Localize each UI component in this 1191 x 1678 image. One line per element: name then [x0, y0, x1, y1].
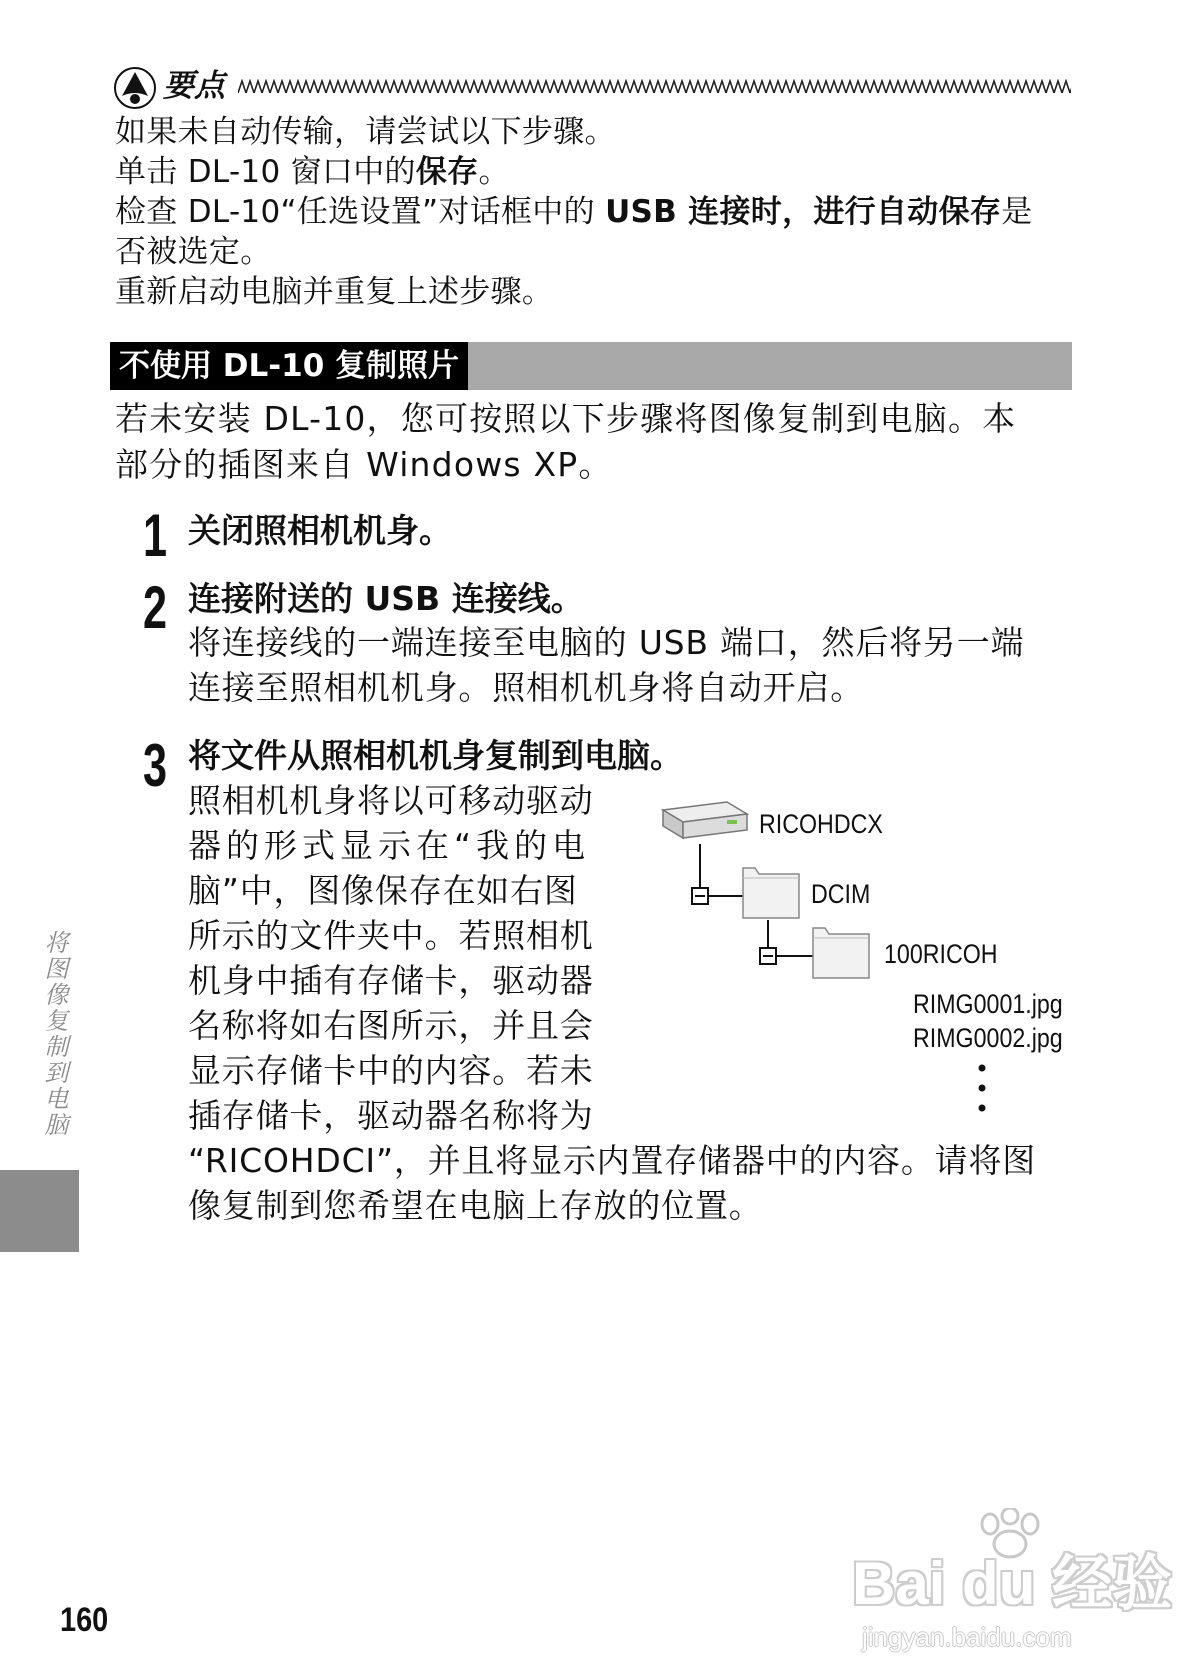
- drive-icon: [663, 802, 747, 838]
- side-tab-marker: [0, 1170, 79, 1252]
- folder-label: 100RICOH: [884, 939, 998, 969]
- file-label: RIMG0002.jpg: [913, 1023, 1063, 1053]
- watermark-url: jingyan.baidu.com: [862, 1622, 1072, 1652]
- step-body-line: 器的形式显示在“我的电: [188, 826, 591, 865]
- zigzag-divider: [238, 79, 1071, 95]
- key-point-header: [113, 62, 1071, 112]
- step-number: 1: [143, 502, 168, 569]
- step-body-line: 将连接线的一端连接至电脑的 USB 端口，然后将另一端: [188, 623, 1025, 662]
- folder-label: DCIM: [811, 879, 871, 909]
- text-segment: 检查 DL-10“任选设置”对话框中的: [115, 194, 606, 230]
- step-title: 将文件从照相机机身复制到电脑。: [188, 736, 683, 775]
- text-segment: 重新启动电脑并重复上述步骤。: [115, 274, 554, 310]
- folder-tree-lines: [655, 792, 1075, 1122]
- step-body-line: 机身中插有存储卡，驱动器: [188, 961, 594, 1000]
- file-label: RIMG0001.jpg: [913, 989, 1063, 1019]
- step-body-line: “RICOHDCI”，并且将显示内置存储器中的内容。请将图: [188, 1141, 1037, 1180]
- text-segment: 单击 DL-10 窗口中的: [115, 154, 416, 190]
- folder-tree-diagram: [655, 792, 1075, 1122]
- section-title: 不使用 DL-10 复制照片: [110, 342, 468, 390]
- drive-label: RICOHDCX: [759, 809, 883, 839]
- step-body-line: 照相机机身将以可移动驱动: [188, 781, 594, 820]
- intro-line: 若未安装 DL-10，您可按照以下步骤将图像复制到电脑。本: [115, 399, 1017, 438]
- step-body-line: 显示存储卡中的内容。若未: [188, 1051, 594, 1090]
- section-header-bar: [110, 342, 1072, 390]
- text-segment: 如果未自动传输，请尝试以下步骤。: [115, 114, 616, 150]
- step-body-line: 所示的文件夹中。若照相机: [188, 916, 594, 955]
- key-point-text: [115, 112, 1075, 312]
- step-body-line: 脑”中，图像保存在如右图: [188, 871, 578, 910]
- side-tab-text: 将图像复制到电脑: [40, 930, 68, 1138]
- emphasis-text: 保存: [415, 154, 479, 190]
- key-point-icon: [113, 66, 157, 110]
- text-segment: 否被选定。: [115, 234, 272, 270]
- dcim-folder-icon: [743, 868, 799, 918]
- step-body-line: 插存储卡，驱动器名称将为: [188, 1096, 594, 1135]
- step-title: 连接附送的 USB 连接线。: [188, 579, 584, 618]
- intro-line: 部分的插图来自 Windows XP。: [115, 445, 613, 484]
- step-number: 2: [143, 574, 168, 641]
- baidu-watermark: [852, 1508, 1173, 1658]
- step-body-line: 像复制到您希望在电脑上存放的位置。: [188, 1186, 763, 1225]
- key-point-title: 要点: [163, 68, 225, 104]
- key-point-line: [115, 232, 1075, 272]
- step-number: 3: [143, 732, 168, 799]
- step-body-line: 名称将如右图所示，并且会: [188, 1006, 594, 1045]
- step-title: 关闭照相机机身。: [188, 511, 452, 550]
- step-body-line: 连接至照相机机身。照相机机身将自动开启。: [188, 668, 864, 707]
- text-segment: 。: [478, 154, 510, 190]
- key-point-line: [115, 112, 1075, 152]
- step-body: [188, 620, 1024, 710]
- text-segment: 是: [1001, 194, 1033, 230]
- key-point-line: [115, 152, 1075, 192]
- key-point-line: [115, 192, 1075, 232]
- 100ricoh-folder-icon: [813, 928, 869, 978]
- emphasis-text: USB 连接时，进行自动保存: [605, 194, 1002, 230]
- section-intro: [115, 396, 1075, 488]
- page-number: 160: [60, 1601, 109, 1639]
- key-point-line: [115, 272, 1075, 312]
- watermark-text: Bai du 经验: [852, 1550, 1173, 1617]
